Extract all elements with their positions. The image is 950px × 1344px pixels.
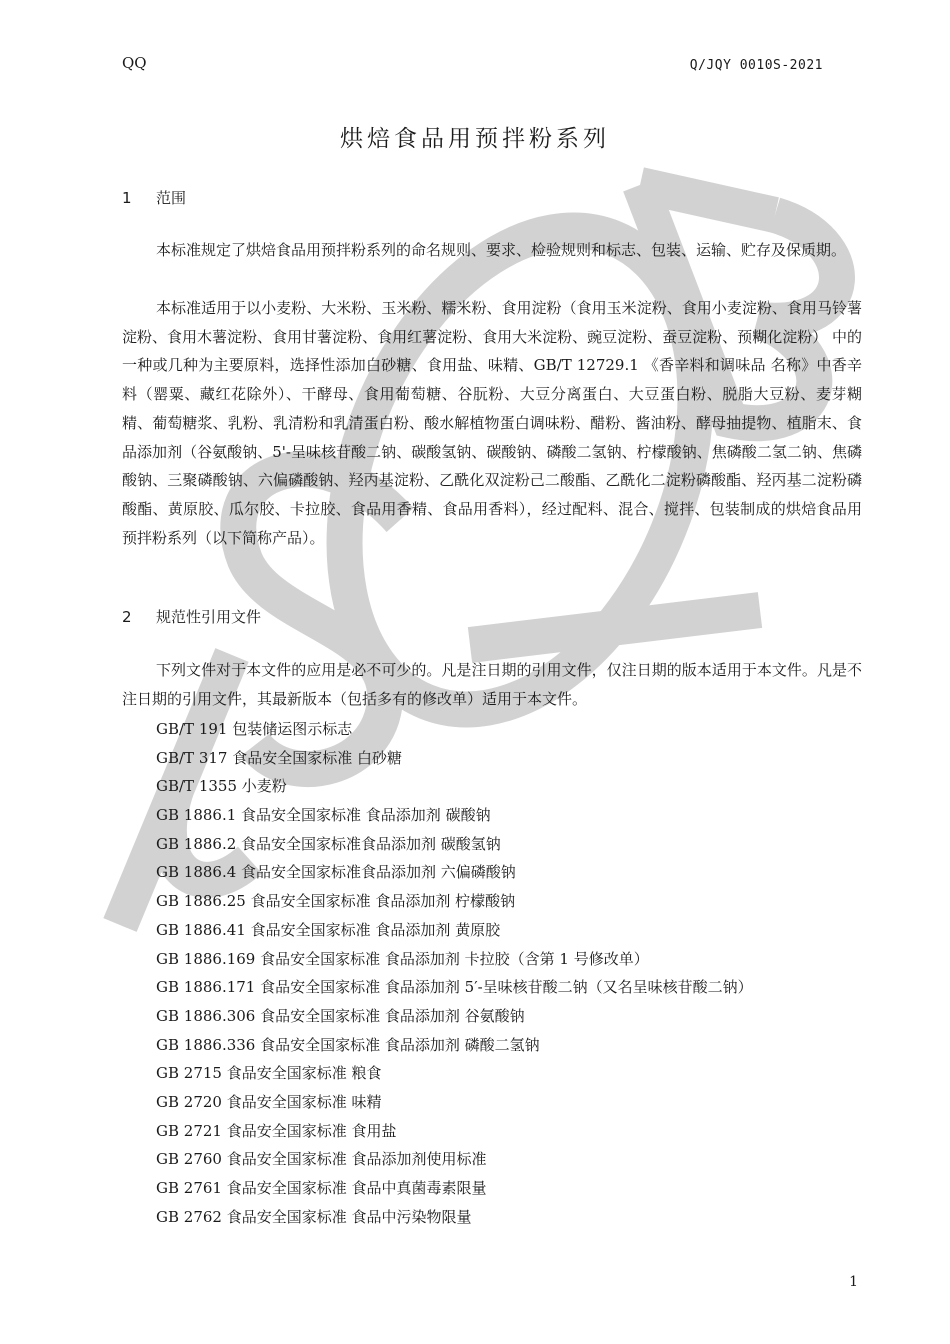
reference-item: GB 2760 食品安全国家标准 食品添加剂使用标准 [156, 1150, 487, 1169]
reference-item: GB 2762 食品安全国家标准 食品中污染物限量 [156, 1207, 472, 1226]
paragraph: 本标准规定了烘焙食品用预拌粉系列的命名规则、要求、检验规则和标志、包装、运输、贮存及保质期。 [156, 241, 847, 259]
reference-item: GB 1886.41 食品安全国家标准 食品添加剂 黄原胶 [156, 920, 501, 939]
reference-item: GB 1886.336 食品安全国家标准 食品添加剂 磷酸二氢钠 [156, 1035, 540, 1054]
paragraph: 本标准适用于以小麦粉、大米粉、玉米粉、糯米粉、食用淀粉（食用玉米淀粉、食用小麦淀粉、食用马铃薯淀粉、食用木薯淀粉、食用甘薯淀粉、食用红薯淀粉、食用大米淀粉、豌豆淀粉、蚕豆淀粉、预糊化淀粉） 中的一种或几种为主要原料，选择性添加白砂糖、食用盐、味精、GB/T 12729.1 《香辛料和调味品 名称》中香辛料（罂粟、藏红花除外）、干酵母、食用葡萄糖、谷朊粉、大豆分离蛋白、大豆蛋白粉、脱脂大豆粉、麦芽糊精、葡萄糖浆、乳粉、乳清粉和乳清蛋白粉、酸水解植物蛋白调味粉、醋粉、酱油粉、酵母抽提物、植脂末、食品添加剂（谷氨酸钠、5'-呈味核苷酸二钠、碳酸氢钠、碳酸钠、磷酸二氢钠、柠檬酸钠、焦磷酸二氢二钠、焦磷酸钠、三聚磷酸钠、六偏磷酸钠、羟丙基淀粉、乙酰化双淀粉己二酸酯、乙酰化二淀粉磷酸酯、羟丙基二淀粉磷酸酯、黄原胶、瓜尔胶、卡拉胶、食品用香精、食品用香料），经过配料、混合、搅拌、包装制成的烘焙食品用预拌粉系列（以下简称产品）。 [122, 299, 862, 547]
reference-item: GB 2761 食品安全国家标准 食品中真菌毒素限量 [156, 1179, 487, 1197]
section-number: 2 [122, 608, 132, 626]
reference-item: GB 1886.1 食品安全国家标准 食品添加剂 碳酸钠 [156, 806, 491, 825]
reference-list [156, 715, 753, 1231]
section-title: 范围 [156, 189, 187, 207]
paragraph: 下列文件对于本文件的应用是必不可少的。凡是注日期的引用文件，仅注日期的版本适用于本文件。凡是不注日期的引用文件，其最新版本（包括多有的修改单）适用于本文件。 [122, 661, 862, 708]
section-title: 规范性引用文件 [156, 608, 262, 626]
document-title: 烘焙食品用预拌粉系列 [340, 126, 610, 152]
reference-item: GB 2720 食品安全国家标准 味精 [156, 1092, 382, 1111]
reference-item: GB/T 317 食品安全国家标准 白砂糖 [156, 748, 402, 767]
reference-item: GB/T 1355 小麦粉 [156, 777, 287, 796]
section-heading-normative-references [122, 606, 261, 627]
page-number: 1 [849, 1274, 858, 1290]
reference-item: GB 1886.169 食品安全国家标准 食品添加剂 卡拉胶（含第 1 号修改单） [156, 949, 649, 968]
header-left-code: QQ [122, 54, 147, 72]
section-number: 1 [122, 189, 132, 207]
section-heading-scope [122, 187, 186, 208]
reference-item: GB 2715 食品安全国家标准 粮食 [156, 1064, 382, 1083]
reference-item: GB/T 191 包装储运图示标志 [156, 720, 353, 738]
reference-item: GB 2721 食品安全国家标准 食用盐 [156, 1121, 397, 1140]
reference-item: GB 1886.2 食品安全国家标准食品添加剂 碳酸氢钠 [156, 834, 501, 853]
reference-item: GB 1886.25 食品安全国家标准 食品添加剂 柠檬酸钠 [156, 892, 516, 911]
reference-item: GB 1886.171 食品安全国家标准 食品添加剂 5′-呈味核苷酸二钠（又名呈味核苷酸二钠） [156, 978, 753, 997]
header-standard-number: Q/JQY 0010S-2021 [689, 58, 823, 73]
reference-item: GB 1886.4 食品安全国家标准食品添加剂 六偏磷酸钠 [156, 863, 516, 882]
reference-item: GB 1886.306 食品安全国家标准 食品添加剂 谷氨酸钠 [156, 1006, 525, 1025]
